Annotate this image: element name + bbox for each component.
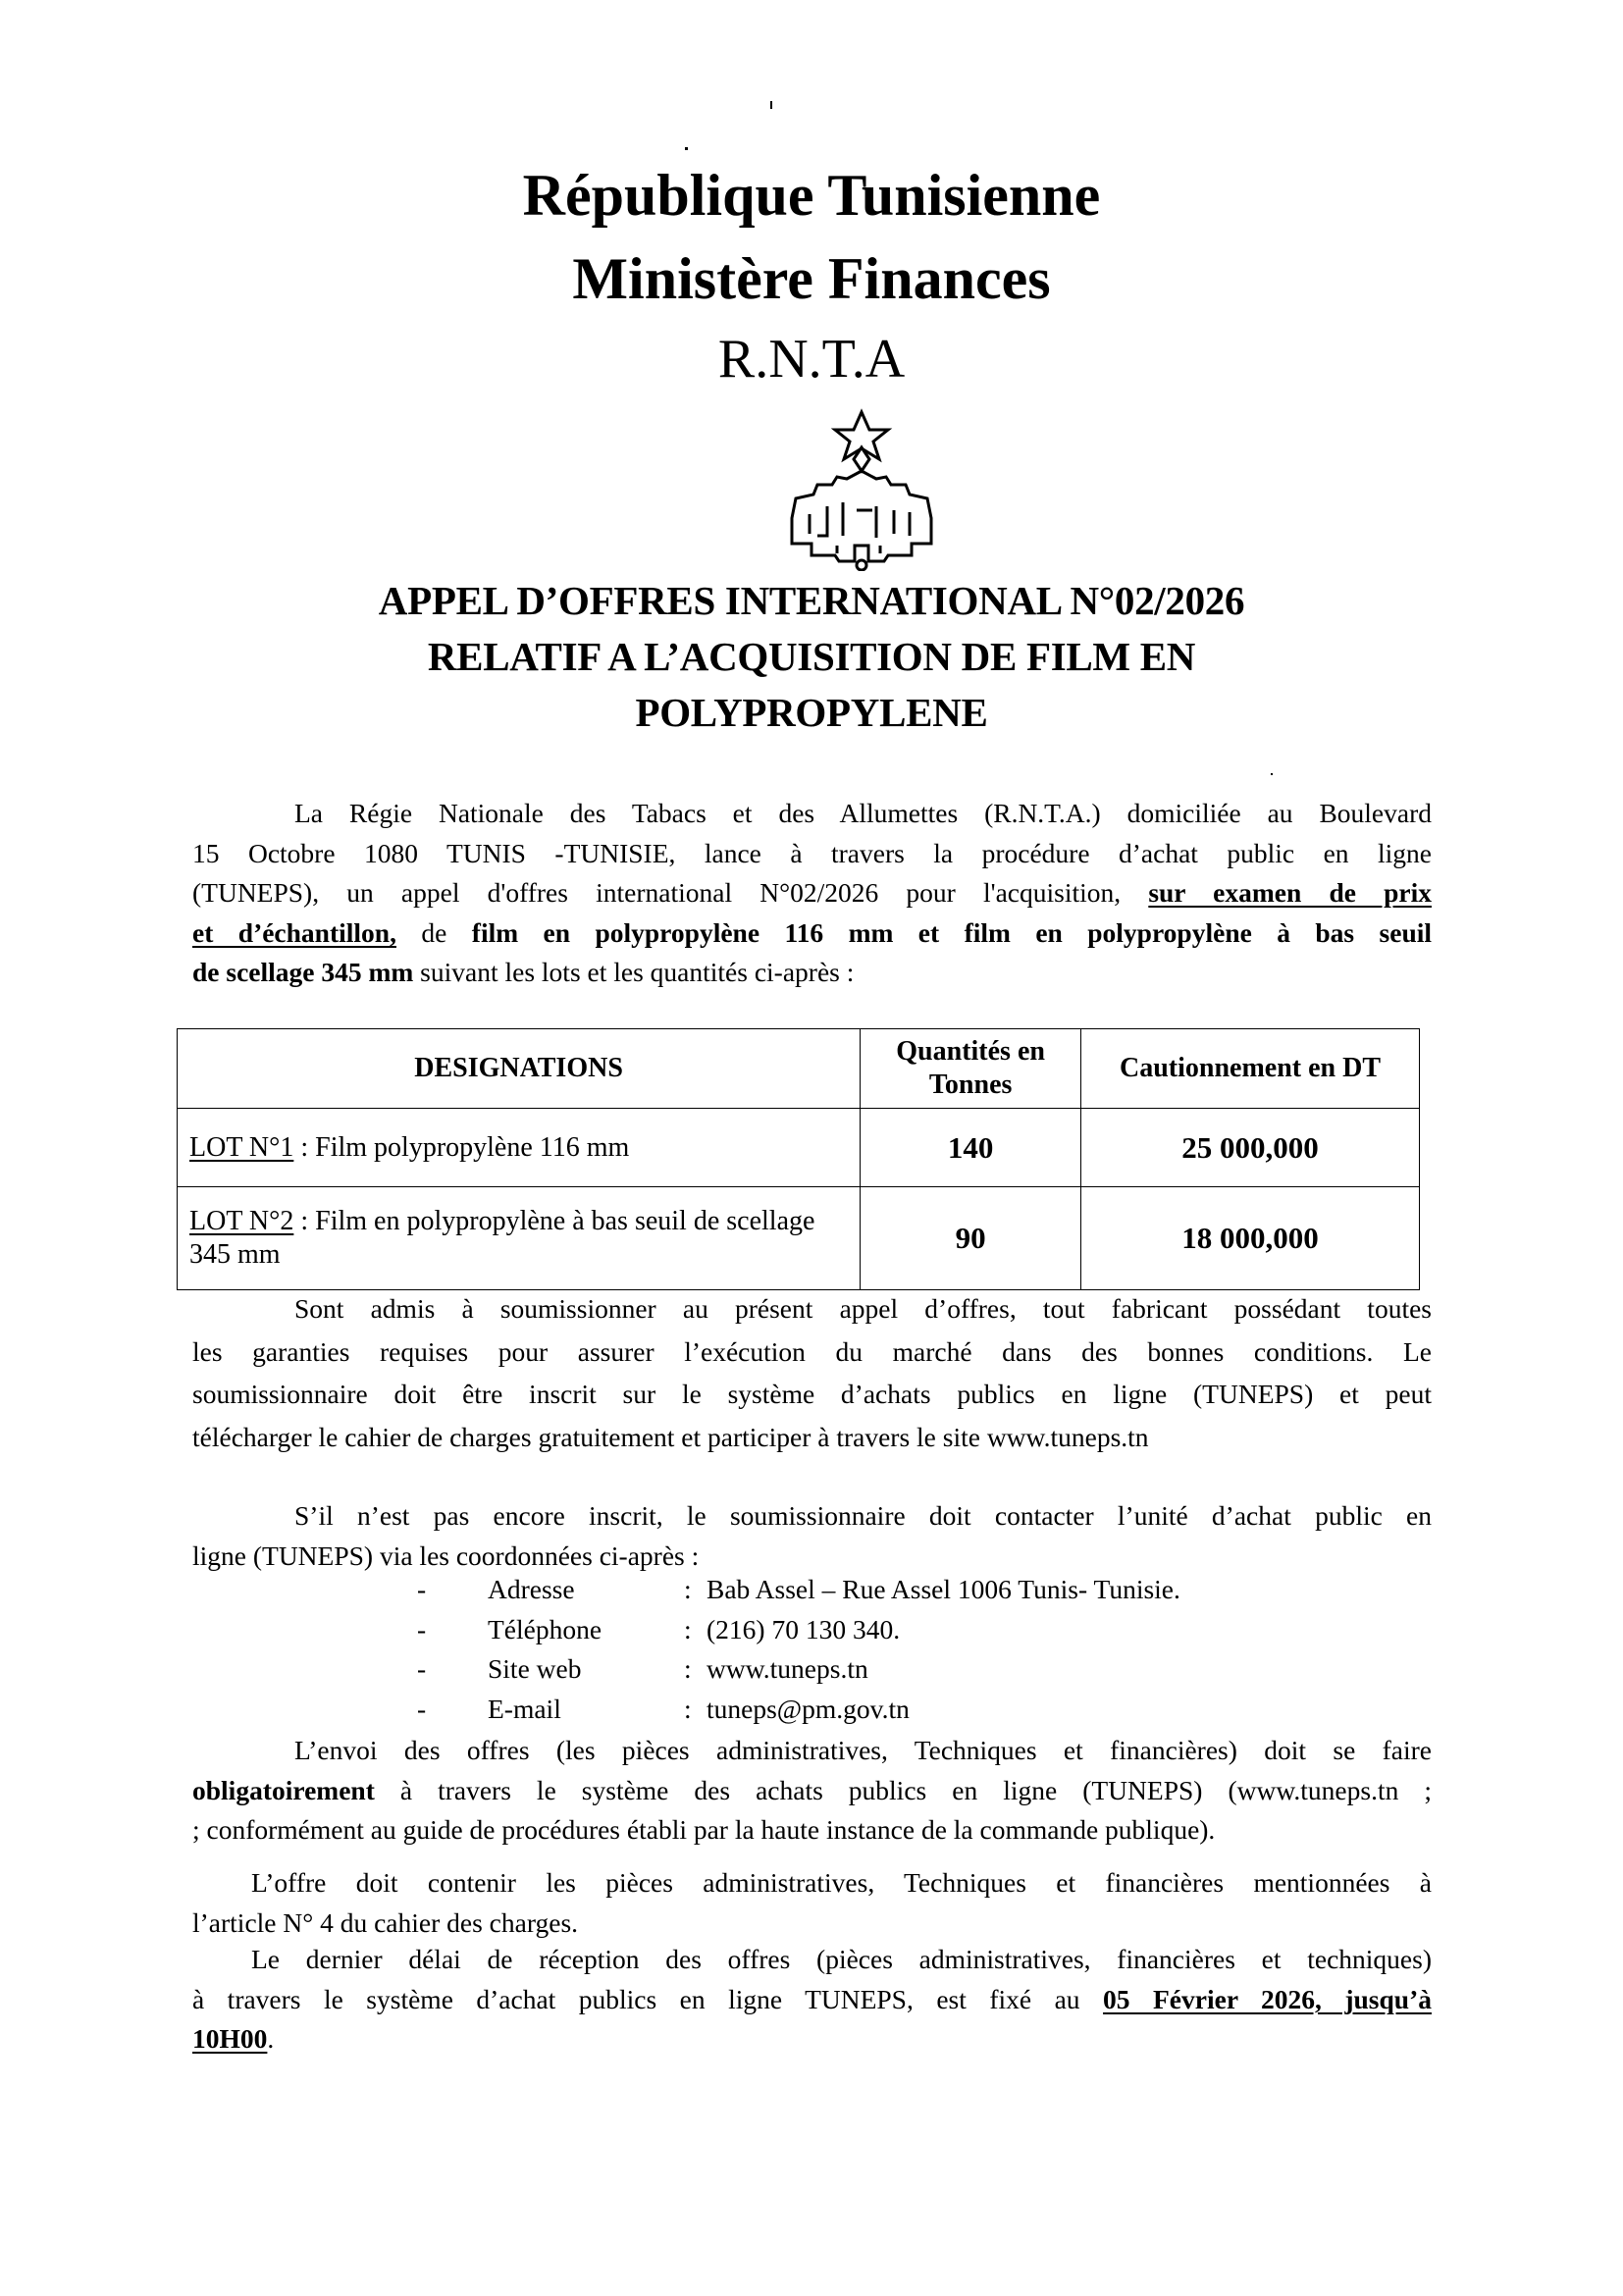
emphasis-products: film en polypropylène 116 mm et film en polypropylène à bas seuil <box>471 916 1433 948</box>
header-rnta: R.N.T.A <box>717 329 906 390</box>
inscrit-line-1: S’il n’est pas encore inscrit, le soumissionnaire doit contacter l’unité d’achat public en <box>294 1500 1432 1531</box>
emphasis-examen-prix: sur examen de prix <box>1148 877 1433 909</box>
lot-label: LOT N°1 <box>189 1131 294 1163</box>
admis-line-1: Sont admis à soumissionner au présent appel d’offres, tout fabricant possédant toutes <box>294 1293 1432 1324</box>
intro-text: suivant les lots et les quantités ci-après : <box>420 957 855 988</box>
table-row <box>178 1187 1420 1290</box>
header-republique: République Tunisienne <box>522 163 1101 228</box>
contact-address: Bab Assel – Rue Assel 1006 Tunis- Tunisie. <box>707 1574 1180 1604</box>
delai-text: . <box>267 2023 275 2055</box>
contact-label: E-mail <box>488 1694 561 1724</box>
intro-line-4 <box>192 913 1432 954</box>
header-ministere: Ministère Finances <box>572 246 1051 311</box>
intro-text: (TUNEPS), un appel d'offres international N°02/2026 pour l'acquisition, <box>192 877 1122 909</box>
table-header-row <box>178 1029 1420 1109</box>
title-line-2: RELATIF A L’ACQUISITION DE FILM EN <box>427 634 1196 679</box>
emphasis-scellage: de scellage 345 mm <box>192 957 414 988</box>
rnta-emblem-icon <box>778 408 945 571</box>
contact-colon: : <box>684 1653 692 1684</box>
contact-colon: : <box>684 1694 692 1724</box>
contact-website-link[interactable]: www.tuneps.tn <box>707 1653 868 1684</box>
admis-line-3: soumissionnaire doit être inscrit sur le système d’achats publics en ligne (TUNEPS) et peut <box>192 1379 1432 1410</box>
envoi-line-1: L’envoi des offres (les pièces administratives, Techniques et financières) doit se faire <box>294 1735 1432 1765</box>
header-cautionnement <box>1081 1029 1420 1109</box>
deadline-date: 05 Février 2026, jusqu’à <box>1103 1983 1432 2014</box>
bullet-dash: - <box>417 1574 427 1604</box>
caution-cell: 25 000,000 <box>1081 1109 1420 1187</box>
header-designations: DESIGNATIONS <box>178 1029 861 1109</box>
delai-line-2 <box>192 1980 1432 2020</box>
emphasis-obligatoirement: obligatoirement <box>192 1774 375 1805</box>
envoi-text: à travers le système des achats publics en ligne (TUNEPS) (www.tuneps.tn ; <box>374 1774 1432 1805</box>
contact-label: Site web <box>488 1653 582 1684</box>
inscrit-paragraph <box>192 1496 1432 1576</box>
table-row <box>178 1109 1420 1187</box>
offre-paragraph <box>192 1863 1432 1943</box>
offre-line-2: l’article N° 4 du cahier des charges. <box>192 1906 579 1938</box>
delai-line-3 <box>192 2019 1432 2060</box>
scan-speck <box>685 147 688 150</box>
quantity-cell: 90 <box>861 1187 1081 1290</box>
admis-paragraph <box>192 1289 1432 1457</box>
bullet-dash: - <box>417 1694 427 1724</box>
intro-line-2: 15 Octobre 1080 TUNIS -TUNISIE, lance à travers la procédure d’achat public en ligne <box>192 837 1432 868</box>
inscrit-line-2: ligne (TUNEPS) via les coordonnées ci-après : <box>192 1539 700 1571</box>
contact-email-link[interactable]: tuneps@pm.gov.tn <box>707 1694 910 1724</box>
emphasis-echantillon: et d’échantillon, <box>192 916 396 948</box>
quantity-cell: 140 <box>861 1109 1081 1187</box>
scan-speck <box>1271 773 1273 775</box>
header-quantites-label: Quantités en Tonnes <box>896 1036 1045 1100</box>
scan-speck <box>770 101 772 109</box>
designation-text: : Film en polypropylène à bas seuil de scellage 345 mm <box>189 1206 815 1270</box>
bullet-dash: - <box>417 1614 427 1644</box>
delai-text: à travers le système d’achat publics en ligne TUNEPS, est fixé au <box>192 1983 1104 2014</box>
header-quantites <box>861 1029 1081 1109</box>
envoi-line-3: ; conformément au guide de procédures établi par la haute instance de la commande publique). <box>192 1814 1216 1846</box>
offre-line-1: L’offre doit contenir les pièces administratives, Techniques et financières mentionnées à <box>251 1867 1432 1898</box>
delai-paragraph <box>192 1940 1432 2060</box>
contact-colon: : <box>684 1614 692 1644</box>
bullet-dash: - <box>417 1653 427 1684</box>
contact-colon: : <box>684 1574 692 1604</box>
intro-line-3 <box>192 873 1432 913</box>
envoi-paragraph <box>192 1731 1432 1851</box>
header-cautionnement-label: Cautionnement en DT <box>1120 1053 1382 1083</box>
lot-label: LOT N°2 <box>189 1206 294 1236</box>
intro-text: de <box>421 916 447 948</box>
admis-line-4: télécharger le cahier de charges gratuitement et participer à travers le site www.tuneps.tn <box>192 1421 1149 1452</box>
intro-line-5 <box>192 953 1432 993</box>
contact-label: Téléphone <box>488 1614 602 1644</box>
contact-phone: (216) 70 130 340. <box>707 1614 901 1644</box>
envoi-line-2 <box>192 1771 1432 1811</box>
title-line-3: POLYPROPYLENE <box>635 690 988 735</box>
designation-cell <box>178 1109 861 1187</box>
admis-line-2: les garanties requises pour assurer l’exécution du marché dans des bonnes conditions. Le <box>192 1335 1432 1367</box>
contact-label: Adresse <box>488 1574 575 1604</box>
lots-table <box>177 1028 1420 1290</box>
title-line-1: APPEL D’OFFRES INTERNATIONAL N°02/2026 <box>378 578 1245 623</box>
intro-line-1: La Régie Nationale des Tabacs et des Allumettes (R.N.T.A.) domiciliée au Boulevard <box>294 798 1432 828</box>
deadline-time: 10H00 <box>192 2023 268 2055</box>
designation-cell <box>178 1187 861 1290</box>
caution-cell: 18 000,000 <box>1081 1187 1420 1290</box>
designation-text: : Film polypropylène 116 mm <box>293 1131 630 1163</box>
intro-paragraph <box>192 794 1432 993</box>
delai-line-1: Le dernier délai de réception des offres (pièces administratives, financières et techniques) <box>251 1944 1432 1974</box>
